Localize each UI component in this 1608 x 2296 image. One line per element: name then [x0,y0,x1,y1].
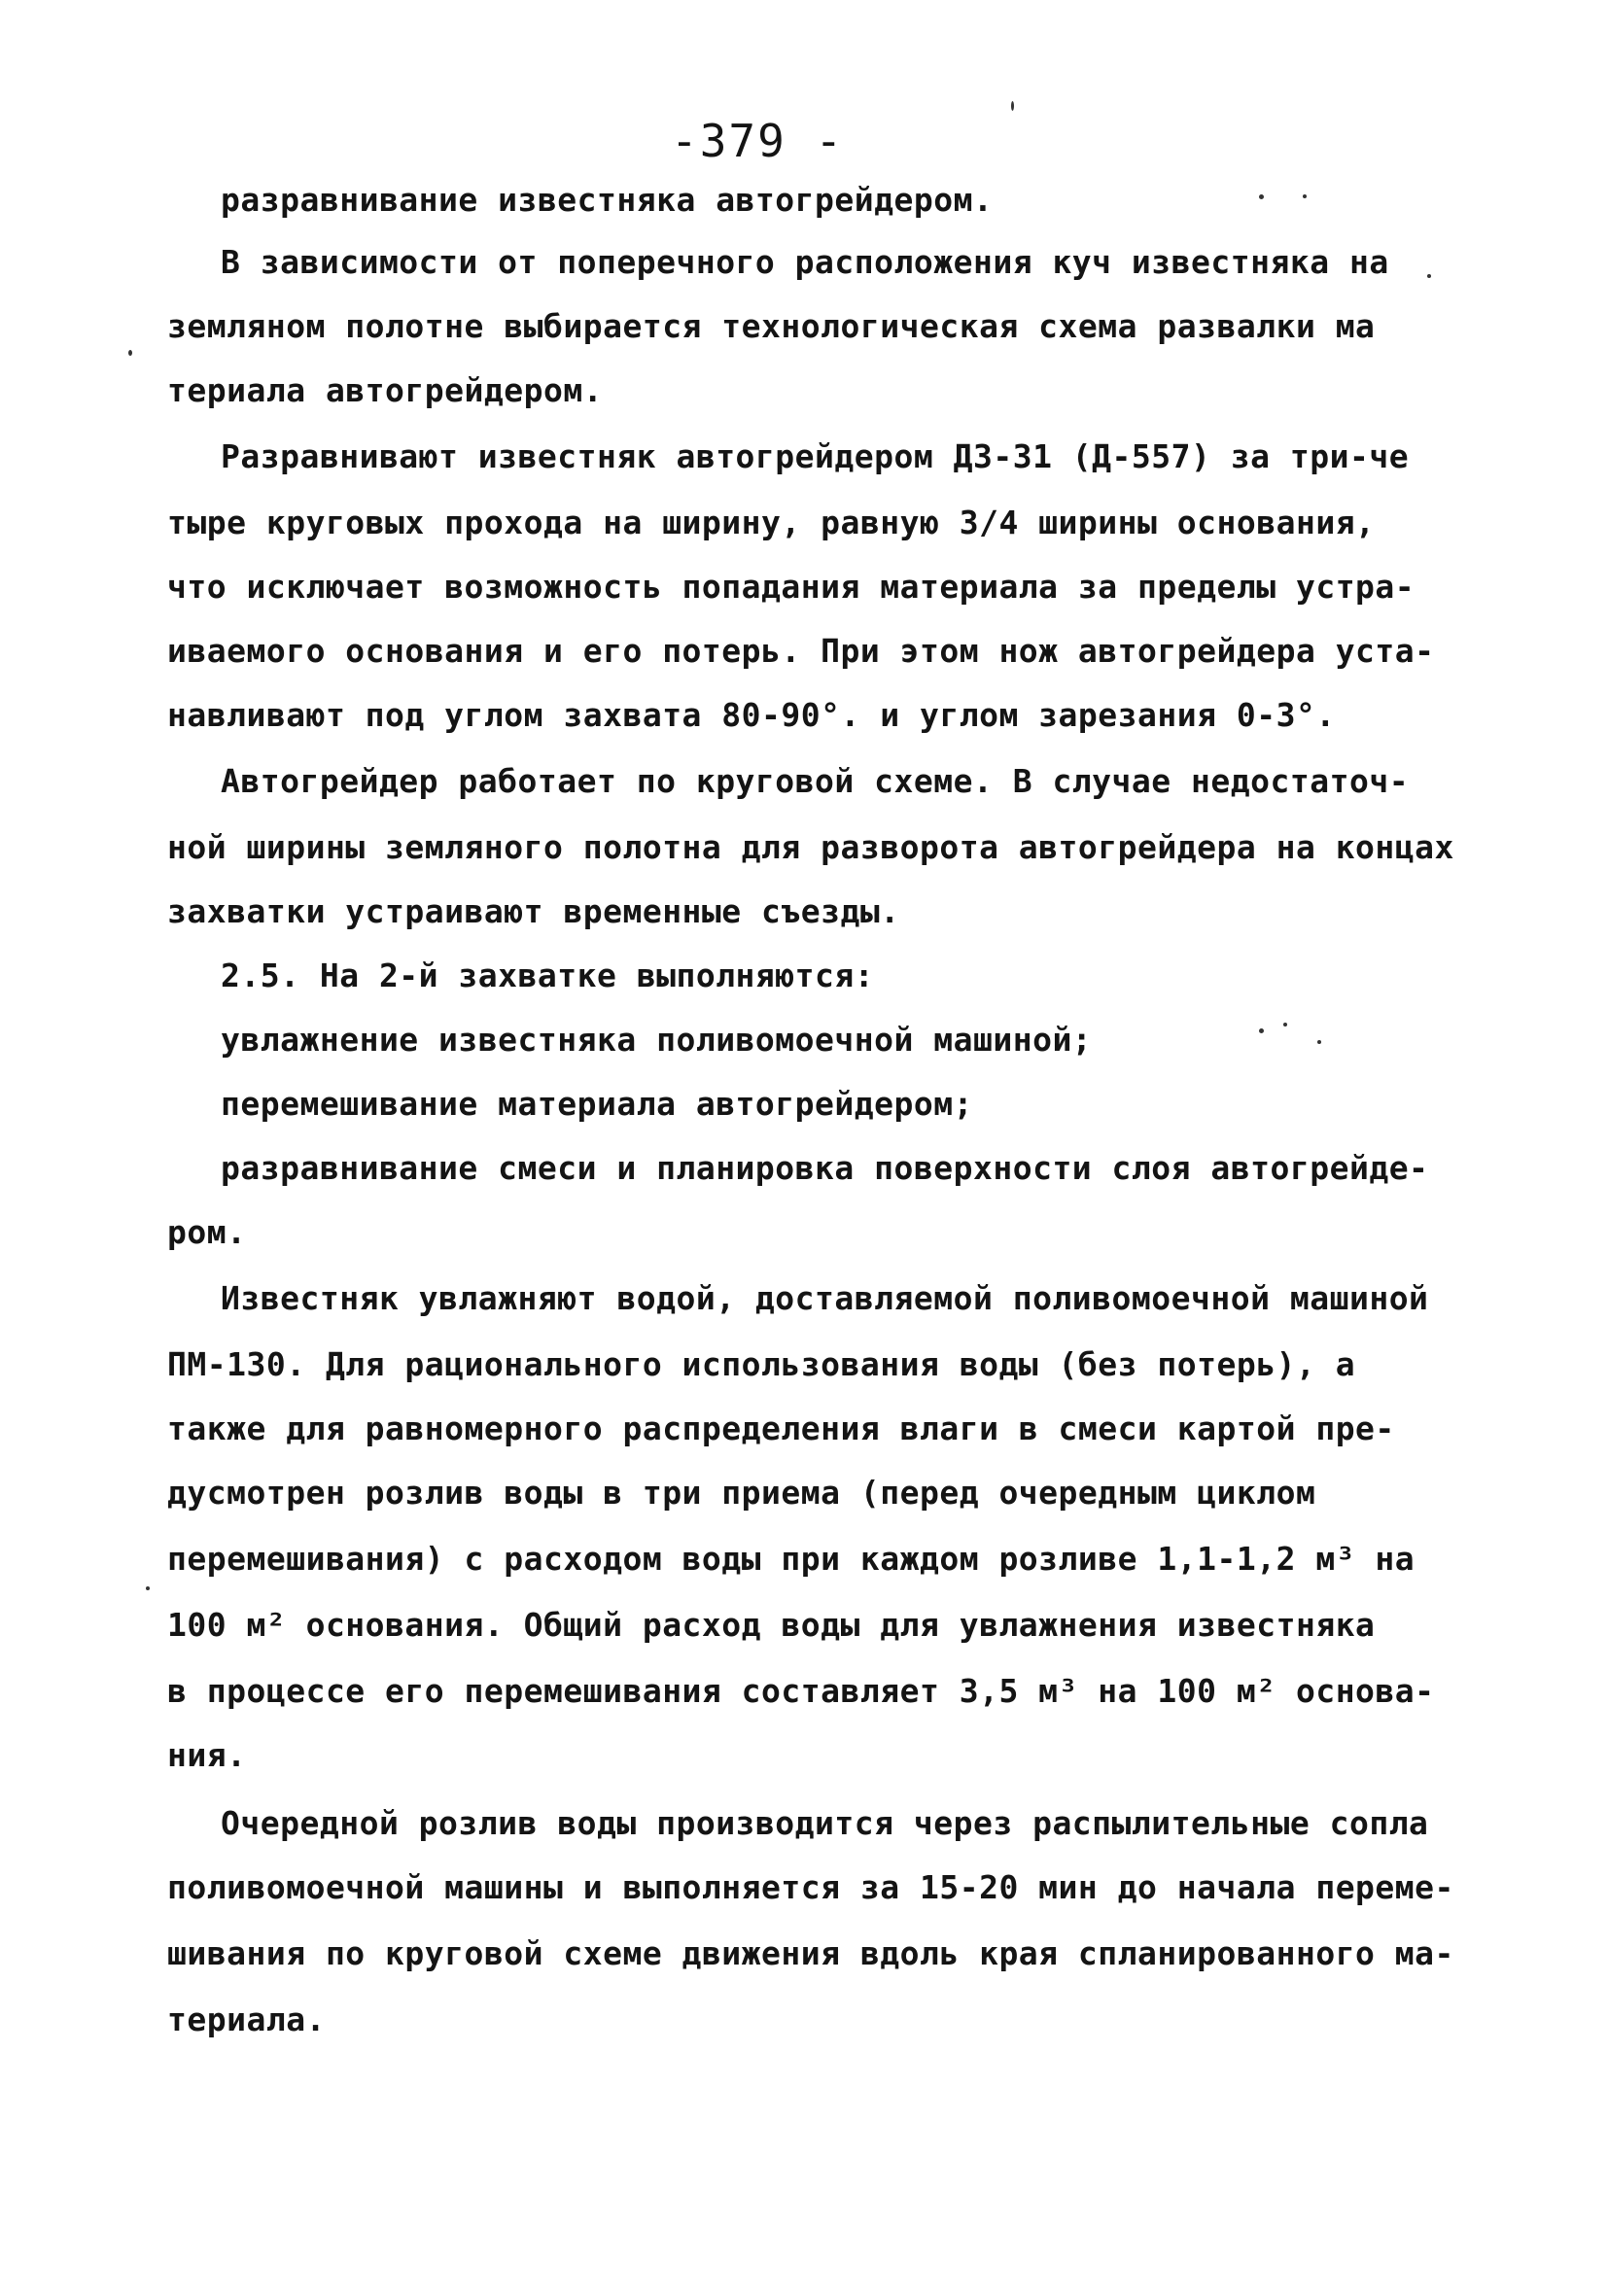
text-line: в процессе его перемешивания составляет 3,5 м³ на 100 м² основа- [167,1672,1435,1710]
text-line: В зависимости от поперечного расположения куч известняка на [221,243,1389,281]
scan-speck [146,1586,150,1590]
text-line: Известняк увлажняют водой, доставляемой поливомоечной машиной [221,1279,1429,1317]
text-line: Автогрейдер работает по круговой схеме. В случае недостаточ- [221,762,1410,800]
text-line: навливают под углом захвата 80-90°. и углом зарезания 0-3°. [167,696,1336,734]
scan-speck [1259,1028,1264,1033]
text-line: перемешивания) с расходом воды при каждом розливе 1,1-1,2 м³ на [167,1540,1416,1578]
scan-speck [128,350,132,356]
text-line: териала автогрейдером. [167,371,604,409]
text-line: Очередной розлив воды производится через распылительные сопла [221,1804,1429,1842]
text-line: земляном полотне выбирается технологическая схема развалки ма [167,307,1376,345]
list-item: увлажнение известняка поливомоечной машиной; [221,1021,1093,1059]
list-item-continuation: ром. [167,1213,247,1251]
list-item: перемешивание материала автогрейдером; [221,1085,973,1123]
scan-speck [1303,194,1307,198]
scan-speck [1011,101,1014,111]
text-line: что исключает возможность попадания материала за пределы устра- [167,568,1416,606]
text-line: разравнивание известняка автогрейдером. [221,181,994,219]
text-line: захватки устраивают временные съезды. [167,892,900,930]
page-number: -379 - [671,115,845,167]
text-line: шивания по круговой схеме движения вдоль края спланированного ма- [167,1934,1454,1972]
text-line: 100 м² основания. Общий расход воды для увлажнения известняка [167,1606,1376,1644]
text-line: тыре круговых прохода на ширину, равную 3/4 ширины основания, [167,504,1376,541]
text-line: дусмотрен розлив воды в три приема (перед очередным циклом [167,1474,1316,1512]
text-line: ной ширины земляного полотна для разворота автогрейдера на концах [167,828,1454,866]
text-line: иваемого основания и его потерь. При этом нож автогрейдера уста- [167,632,1435,670]
text-line: ПМ-130. Для рационального использования воды (без потерь), а [167,1345,1356,1383]
scan-speck [1317,1040,1321,1044]
text-line: ния. [167,1736,247,1774]
scan-speck [1427,274,1431,278]
text-line: поливомоечной машины и выполняется за 15-20 мин до начала переме- [167,1868,1454,1906]
text-line: Разравнивают известняк автогрейдером ДЗ-31 (Д-557) за три-че [221,437,1410,475]
scan-speck [1283,1023,1287,1026]
section-heading: 2.5. На 2-й захватке выполняются: [221,957,875,994]
text-line: также для равномерного распределения влаги в смеси картой пре- [167,1409,1395,1447]
text-line: териала. [167,2000,326,2038]
scan-speck [1259,194,1264,199]
list-item: разравнивание смеси и планировка поверхности слоя автогрейде- [221,1149,1429,1187]
